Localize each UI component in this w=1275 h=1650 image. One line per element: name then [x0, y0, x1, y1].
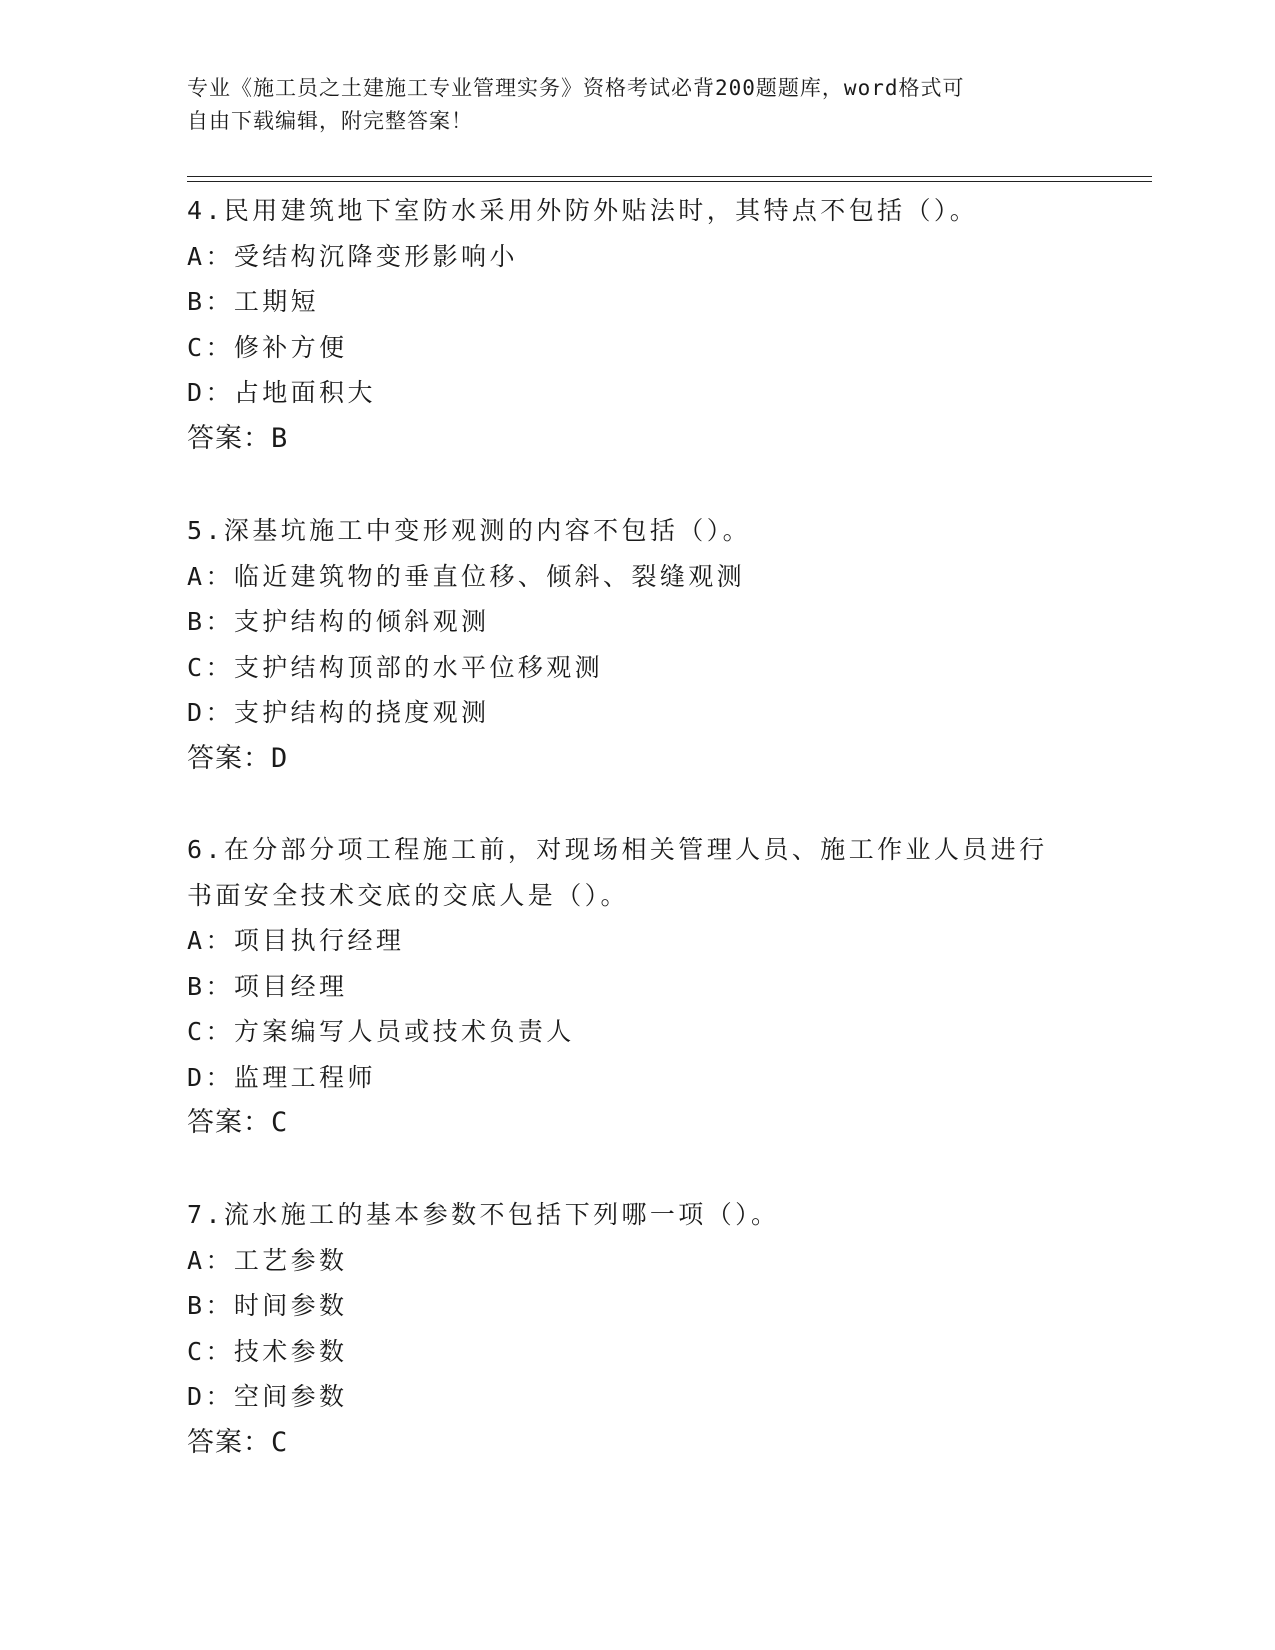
- option-b: B：工期短: [187, 287, 320, 316]
- header-divider-bottom: [187, 181, 1152, 182]
- option-b: B：项目经理: [187, 971, 348, 1001]
- question-6: [187, 827, 1087, 1146]
- answer: 答案：B: [187, 422, 289, 454]
- question-stem: 4.民用建筑地下室防水采用外防外贴法时，其特点不包括（）。: [187, 196, 979, 225]
- question-stem: 7.流水施工的基本参数不包括下列哪一项（）。: [187, 1200, 780, 1229]
- option-a: A：工艺参数: [187, 1245, 348, 1275]
- header-line-1: 专业《施工员之土建施工专业管理实务》资格考试必背200题题库，word格式可: [187, 76, 965, 100]
- answer: 答案：C: [187, 1426, 289, 1458]
- option-c: C：方案编写人员或技术负责人: [187, 1017, 575, 1046]
- answer: 答案：D: [187, 742, 289, 774]
- document-header: [187, 72, 1067, 138]
- header-line-2: 自由下载编辑，附完整答案！: [187, 109, 473, 133]
- option-d: D：监理工程师: [187, 1062, 376, 1092]
- question-stem: 5.深基坑施工中变形观测的内容不包括（）。: [187, 516, 752, 545]
- question-5: [187, 508, 1087, 781]
- option-d: D：支护结构的挠度观测: [187, 698, 490, 727]
- option-c: C：修补方便: [187, 332, 348, 362]
- option-b: B：时间参数: [187, 1291, 348, 1320]
- question-4: [187, 188, 1087, 461]
- question-7: [187, 1192, 1087, 1465]
- answer: 答案：C: [187, 1107, 289, 1138]
- question-stem-line-2: 书面安全技术交底的交底人是（）。: [187, 880, 629, 910]
- question-stem-line-1: 6.在分部分项工程施工前，对现场相关管理人员、施工作业人员进行: [187, 835, 1048, 864]
- option-d: D：空间参数: [187, 1382, 348, 1411]
- option-a: A：受结构沉降变形影响小: [187, 241, 518, 271]
- option-c: C：支护结构顶部的水平位移观测: [187, 652, 604, 682]
- option-d: D：占地面积大: [187, 378, 376, 407]
- option-a: A：临近建筑物的垂直位移、倾斜、裂缝观测: [187, 561, 746, 591]
- option-c: C：技术参数: [187, 1336, 348, 1366]
- option-b: B：支护结构的倾斜观测: [187, 607, 490, 636]
- option-a: A：项目执行经理: [187, 926, 405, 955]
- header-divider-top: [187, 176, 1152, 177]
